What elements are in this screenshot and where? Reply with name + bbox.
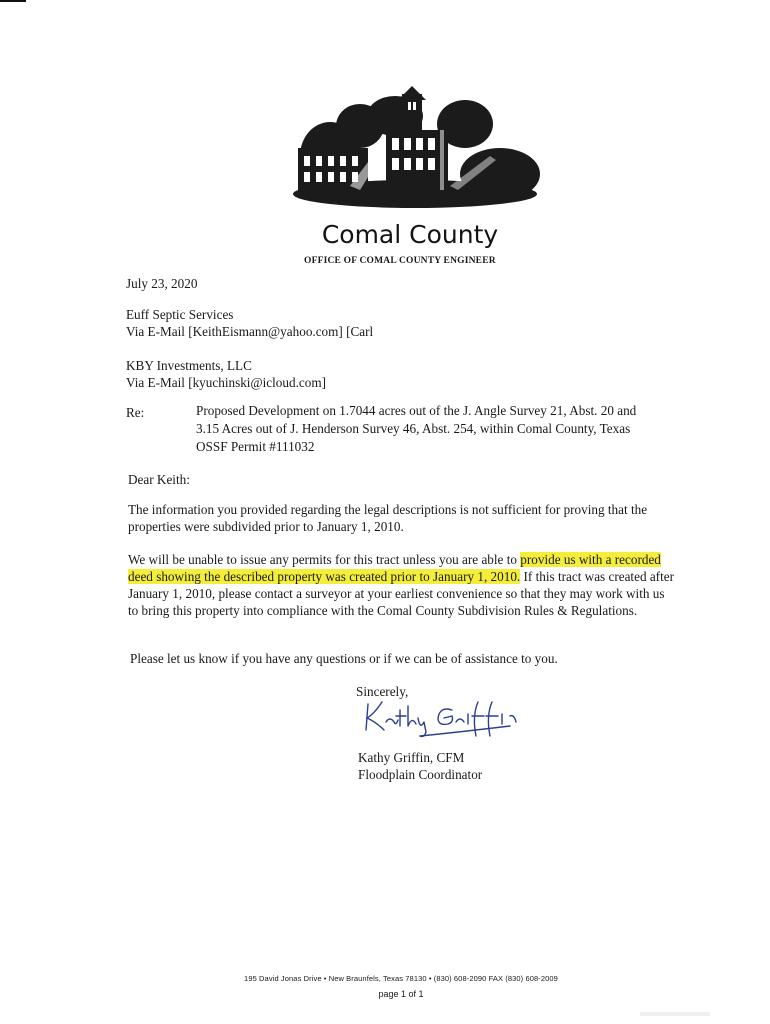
sign-off: Sincerely,	[356, 684, 409, 699]
recipient-2-name: KBY Investments, LLC	[126, 358, 252, 373]
re-label: Re:	[126, 405, 145, 420]
page-number: page 1 of 1	[378, 989, 424, 999]
re-line-1: Proposed Development on 1.7044 acres out of the J. Angle Survey 21, Abst. 20 and	[196, 403, 637, 418]
scan-edge-mark	[0, 0, 26, 2]
handwritten-signature	[360, 696, 550, 740]
signer-title: Floodplain Coordinator	[358, 767, 483, 782]
courthouse-seal-icon	[290, 86, 540, 214]
signer-name: Kathy Griffin, CFM	[358, 750, 465, 765]
recipient-1-name: Euff Septic Services	[126, 307, 234, 322]
re-line-2: 3.15 Acres out of J. Henderson Survey 46, Abst. 254, within Comal County, Texas	[196, 421, 631, 436]
county-name: Comal County	[321, 220, 499, 249]
body-paragraph-1: The information you provided regarding the legal descriptions is not sufficient for proving that the properties were subdivided prior to January 1, 2010.	[128, 502, 648, 534]
re-line-3: OSSF Permit #111032	[196, 439, 315, 454]
salutation: Dear Keith:	[128, 472, 190, 487]
paragraph-2-intro: We will be unable to issue any permits for this tract unless you are able to	[128, 552, 521, 567]
scan-artifact	[640, 1012, 710, 1016]
highlighted-requirement: provide us with a recorded deed showing the described property was created prior to January 1, 2010.	[128, 552, 661, 584]
office-name: OFFICE OF COMAL COUNTY ENGINEER	[304, 256, 496, 266]
footer-address: 195 David Jonas Drive • New Braunfels, Texas 78130 • (830) 608-2090 FAX (830) 608-2009	[244, 974, 558, 983]
recipient-2-email: Via E-Mail [kyuchinski@icloud.com]	[126, 375, 326, 390]
recipient-1-email: Via E-Mail [KeithEismann@yahoo.com] [Carl	[126, 324, 374, 339]
paragraph-2-remainder: If this tract was created after January 1, 2010, please contact a surveyor at your earliest convenience so that they may work with us to bring this property into compliance with the Comal County Subdivision Rules & Regulations.	[128, 569, 674, 618]
body-paragraph-3: Please let us know if you have any questions or if we can be of assistance to you.	[130, 651, 558, 666]
letter-date: July 23, 2020	[126, 276, 198, 291]
body-paragraph-2	[128, 551, 674, 619]
